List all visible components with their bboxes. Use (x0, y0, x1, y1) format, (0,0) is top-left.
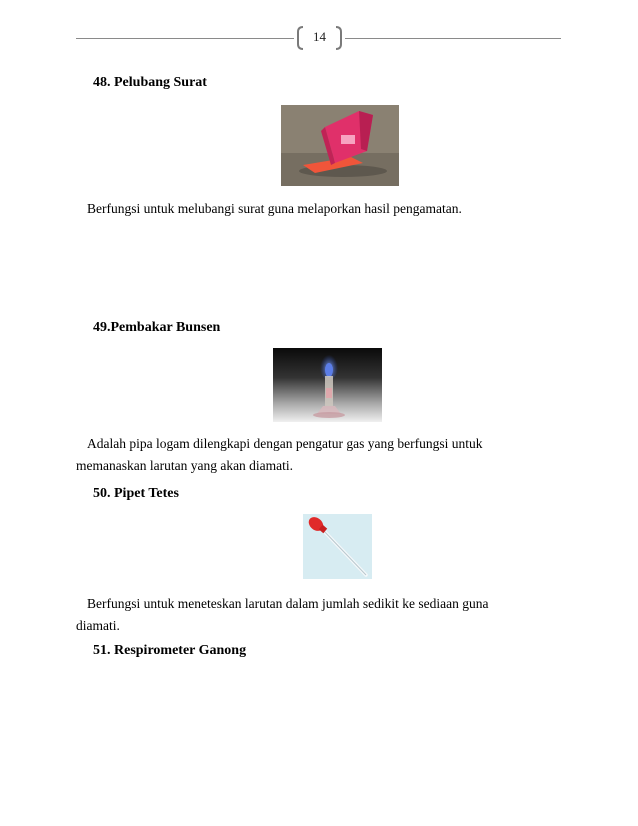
section-heading-pipet-tetes: 50. Pipet Tetes (93, 486, 179, 501)
page-number: 14 (313, 29, 326, 44)
hole-punch-photo (281, 105, 399, 186)
page-number-bracket (297, 26, 342, 50)
section-heading-pelubang-surat: 48. Pelubang Surat (93, 75, 207, 90)
dropper-pipette-photo (303, 514, 372, 579)
section-heading-pembakar-bunsen: 49.Pembakar Bunsen (93, 320, 221, 335)
description-line: Berfungsi untuk melubangi surat guna melaporkan hasil pengamatan. (87, 201, 462, 216)
header-rule-left (76, 38, 294, 39)
header-rule-right (345, 38, 561, 39)
section-heading-respirometer-ganong: 51. Respirometer Ganong (93, 643, 247, 658)
description-line: diamati. (76, 618, 120, 633)
description-line: Berfungsi untuk meneteskan larutan dalam jumlah sedikit ke sediaan guna (87, 596, 489, 611)
bunsen-burner-photo (273, 348, 382, 422)
description-line: memanaskan larutan yang akan diamati. (76, 458, 294, 473)
description-line: Adalah pipa logam dilengkapi dengan pengatur gas yang berfungsi untuk (87, 436, 483, 451)
